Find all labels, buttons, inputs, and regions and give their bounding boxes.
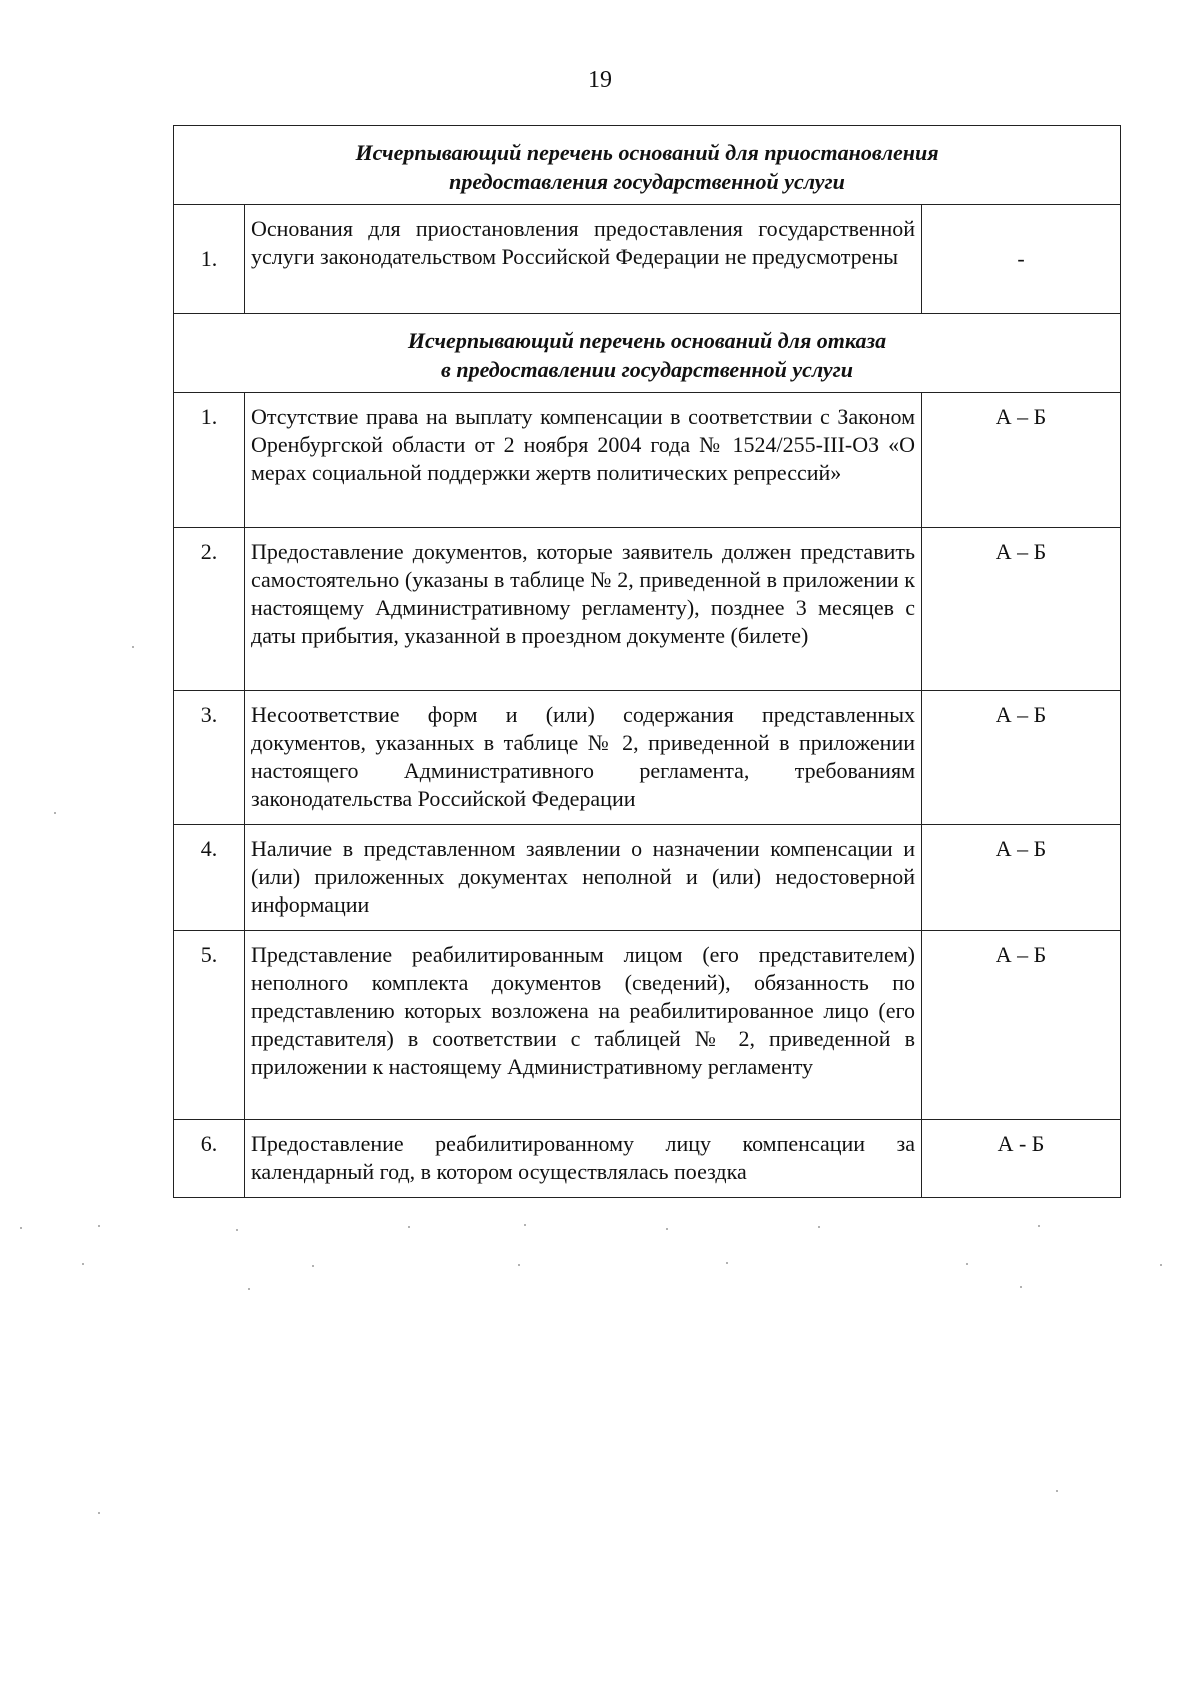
table-row <box>174 528 1121 691</box>
refusal-section-heading <box>174 314 1121 393</box>
scan-speck <box>666 1228 668 1230</box>
row-number: 6. <box>174 1120 245 1198</box>
scan-speck <box>236 1229 238 1231</box>
scan-speck <box>20 1227 22 1229</box>
section-heading-row <box>174 126 1121 205</box>
row-number: 4. <box>174 825 245 931</box>
row-text: Отсутствие права на выплату компенсации в соответствии с Законом Оренбургской области от 2 ноября 2004 года № 1524/255-III-ОЗ «О мерах социальной поддержки жертв политических репрессий» <box>245 393 922 528</box>
scan-speck <box>82 1263 84 1265</box>
row-code: А – Б <box>922 528 1121 691</box>
heading-line: Исчерпывающий перечень оснований для приостановления <box>355 140 939 165</box>
scan-speck <box>132 646 134 648</box>
row-code: - <box>922 205 1121 314</box>
row-text: Представление реабилитированным лицом (его представителем) неполного комплекта документов (сведений), обязанность по представлению которых возложена на реабилитированное лицо (его представителя) в соответствии с таблицей № 2, приведенной в приложении к настоящему Административному регламенту <box>245 931 922 1120</box>
section-heading-row <box>174 314 1121 393</box>
row-text: Предоставление реабилитированному лицу компенсации за календарный год, в котором осуществлялась поездка <box>245 1120 922 1198</box>
row-text: Предоставление документов, которые заявитель должен представить самостоятельно (указаны в таблице № 2, приведенной в приложении к настоящему Административному регламенту), позднее 3 месяцев с даты прибытия, указанной в проездном документе (билете) <box>245 528 922 691</box>
scan-speck <box>1020 1286 1022 1288</box>
heading-line: в предоставлении государственной услуги <box>441 357 854 382</box>
table-row <box>174 205 1121 314</box>
row-code: А – Б <box>922 691 1121 825</box>
scan-speck <box>98 1225 100 1227</box>
scan-speck <box>518 1264 520 1266</box>
table-row <box>174 393 1121 528</box>
row-text: Несоответствие форм и (или) содержания представленных документов, указанных в таблице № 2, приведенной в приложении настоящего Административного регламента, требованиям законодательства Российской Федерации <box>245 691 922 825</box>
scan-speck <box>966 1263 968 1265</box>
suspension-section-heading <box>174 126 1121 205</box>
page-number: 19 <box>588 67 612 93</box>
row-number: 5. <box>174 931 245 1120</box>
row-text: Наличие в представленном заявлении о назначении компенсации и (или) приложенных документах неполной и (или) недостоверной информации <box>245 825 922 931</box>
scan-speck <box>1056 1490 1058 1492</box>
scan-speck <box>1160 1264 1162 1266</box>
scan-speck <box>98 1512 100 1514</box>
table-row <box>174 825 1121 931</box>
scan-speck <box>818 1226 820 1228</box>
scan-speck <box>248 1288 250 1290</box>
row-number: 1. <box>174 205 245 314</box>
row-number: 1. <box>174 393 245 528</box>
row-code: А – Б <box>922 393 1121 528</box>
heading-line: Исчерпывающий перечень оснований для отказа <box>407 328 887 353</box>
scan-speck <box>312 1265 314 1267</box>
table-row <box>174 1120 1121 1198</box>
table-row <box>174 931 1121 1120</box>
scan-speck <box>726 1262 728 1264</box>
scan-speck <box>1038 1225 1040 1227</box>
row-code: А – Б <box>922 931 1121 1120</box>
row-number: 2. <box>174 528 245 691</box>
row-code: А – Б <box>922 825 1121 931</box>
heading-line: предоставления государственной услуги <box>449 169 845 194</box>
row-text: Основания для приостановления предоставления государственной услуги законодательством Российской Федерации не предусмотрены <box>245 205 922 314</box>
row-code: А - Б <box>922 1120 1121 1198</box>
scan-speck <box>524 1224 526 1226</box>
table-row <box>174 691 1121 825</box>
scan-speck <box>408 1226 410 1228</box>
scan-speck <box>54 812 56 814</box>
row-number: 3. <box>174 691 245 825</box>
grounds-table <box>173 125 1121 1198</box>
